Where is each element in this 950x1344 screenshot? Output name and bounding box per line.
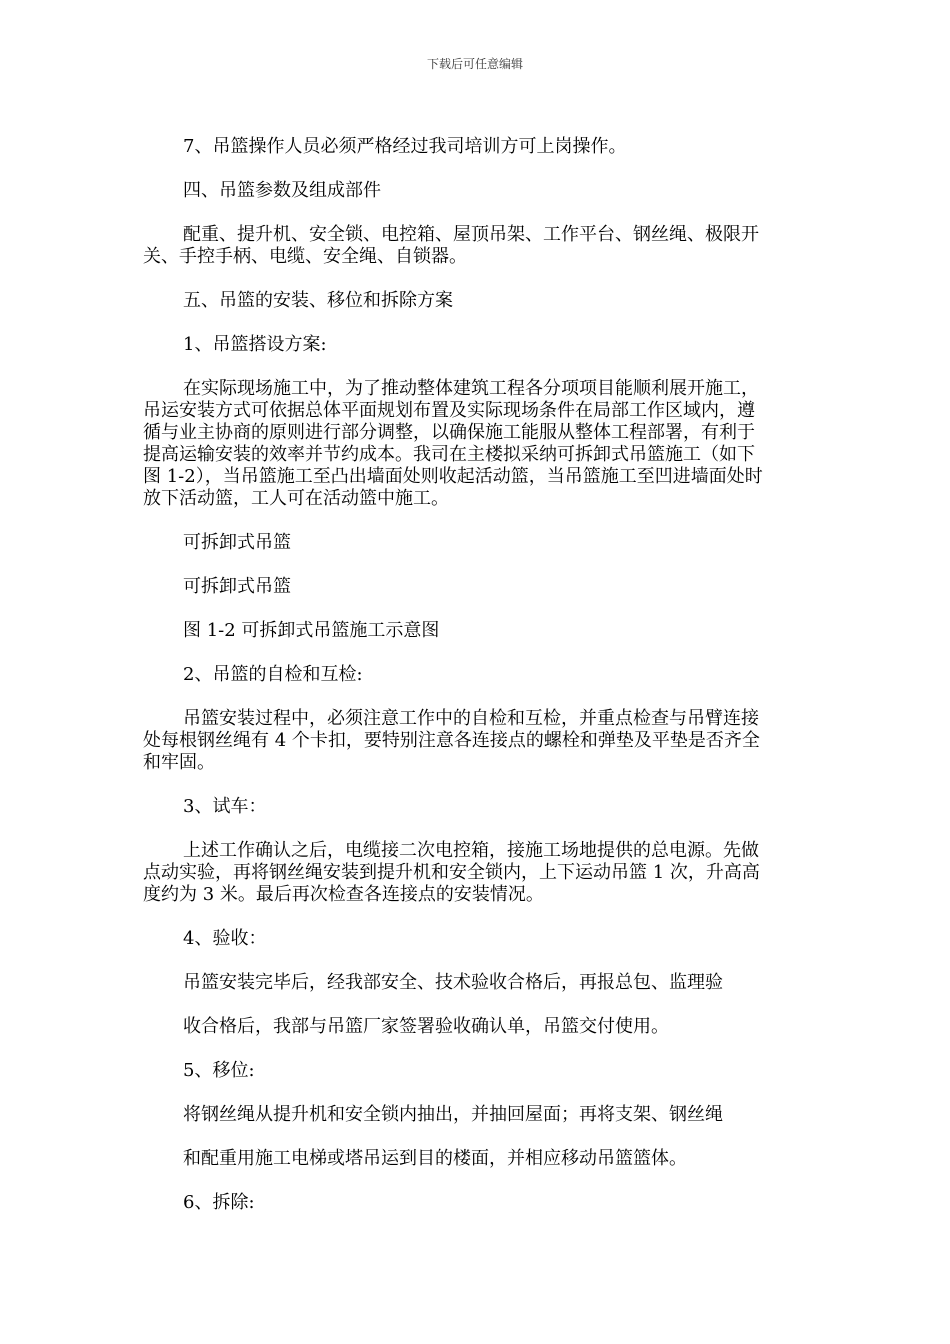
paragraph-line: 2、吊篮的自检和互检: <box>183 664 363 685</box>
paragraph-line: 循与业主协商的原则进行部分调整，以确保施工能服从整体工程部署，有利于 <box>143 422 755 443</box>
paragraph-line: 四、吊篮参数及组成部件 <box>183 180 381 201</box>
paragraph-acceptance-1 <box>143 972 809 994</box>
paragraph-line: 将钢丝绳从提升机和安全锁内抽出，并抽回屋面；再将支架、钢丝绳 <box>183 1104 723 1125</box>
paragraph-line: 上述工作确认之后，电缆接二次电控箱，接施工场地提供的总电源。先做 <box>183 840 759 861</box>
subheading-setup-plan <box>143 334 809 356</box>
paragraph-line: 可拆卸式吊篮 <box>183 576 291 597</box>
paragraph-line: 可拆卸式吊篮 <box>183 532 291 553</box>
paragraph-line: 度约为 3 米。最后再次检查各连接点的安装情况。 <box>143 884 544 905</box>
paragraph-line: 吊篮安装完毕后，经我部安全、技术验收合格后，再报总包、监理验 <box>183 972 723 993</box>
subheading-test-run <box>143 796 809 818</box>
paragraph-line: 配重、提升机、安全锁、电控箱、屋顶吊架、工作平台、钢丝绳、极限开 <box>183 224 759 245</box>
paragraph-line: 3、试车： <box>183 796 267 817</box>
paragraph-setup-plan <box>143 378 809 510</box>
paragraph-relocation-2 <box>143 1148 809 1170</box>
page-header: 下载后可任意编辑 <box>426 57 523 71</box>
paragraph-line: 和牢固。 <box>143 752 215 773</box>
paragraph-components <box>143 224 809 268</box>
paragraph-line: 1、吊篮搭设方案: <box>183 334 327 355</box>
paragraph-self-inspection <box>143 708 809 774</box>
paragraph-line: 5、移位: <box>183 1060 255 1081</box>
paragraph-rule-7 <box>143 136 809 158</box>
paragraph-line: 五、吊篮的安装、移位和拆除方案 <box>183 290 453 311</box>
subheading-relocation <box>143 1060 809 1082</box>
paragraph-line: 提高运输安装的效率并节约成本。我司在主楼拟采纳可拆卸式吊篮施工（如下 <box>143 444 755 465</box>
paragraph-line: 和配重用施工电梯或塔吊运到目的楼面，并相应移动吊篮篮体。 <box>183 1148 687 1169</box>
paragraph-line: 在实际现场施工中，为了推动整体建筑工程各分项项目能顺利展开施工， <box>183 378 759 399</box>
paragraph-line: 吊运安装方式可依据总体平面规划布置及实际现场条件在局部工作区域内，遵 <box>143 400 755 421</box>
subheading-self-inspection <box>143 664 809 686</box>
paragraph-line: 收合格后，我部与吊篮厂家签署验收确认单，吊篮交付使用。 <box>183 1016 669 1037</box>
subheading-removal <box>143 1192 809 1214</box>
paragraph-line: 6、拆除: <box>183 1192 255 1213</box>
figure-label <box>143 532 809 554</box>
paragraph-line: 关、手控手柄、电缆、安全绳、自锁器。 <box>143 246 467 267</box>
paragraph-line: 4、验收： <box>183 928 267 949</box>
paragraph-acceptance-2 <box>143 1016 809 1038</box>
figure-label <box>143 576 809 598</box>
heading-section-5 <box>143 290 809 312</box>
paragraph-line: 图 1-2 可拆卸式吊篮施工示意图 <box>183 620 440 641</box>
paragraph-line: 7、吊篮操作人员必须严格经过我司培训方可上岗操作。 <box>183 136 627 157</box>
paragraph-test-run <box>143 840 809 906</box>
paragraph-line: 处每根钢丝绳有 4 个卡扣，要特别注意各连接点的螺栓和弹垫及平垫是否齐全 <box>143 730 760 751</box>
paragraph-line: 点动实验，再将钢丝绳安装到提升机和安全锁内，上下运动吊篮 1 次，升高高 <box>143 862 760 883</box>
paragraph-line: 图 1-2），当吊篮施工至凸出墙面处则收起活动篮，当吊篮施工至凹进墙面处时 <box>143 466 763 487</box>
paragraph-line: 放下活动篮，工人可在活动篮中施工。 <box>143 488 449 509</box>
subheading-acceptance <box>143 928 809 950</box>
paragraph-line: 吊篮安装过程中，必须注意工作中的自检和互检，并重点检查与吊臂连接 <box>183 708 759 729</box>
heading-section-4 <box>143 180 809 202</box>
figure-caption <box>143 620 809 642</box>
paragraph-relocation-1 <box>143 1104 809 1126</box>
document-body <box>143 136 809 1236</box>
